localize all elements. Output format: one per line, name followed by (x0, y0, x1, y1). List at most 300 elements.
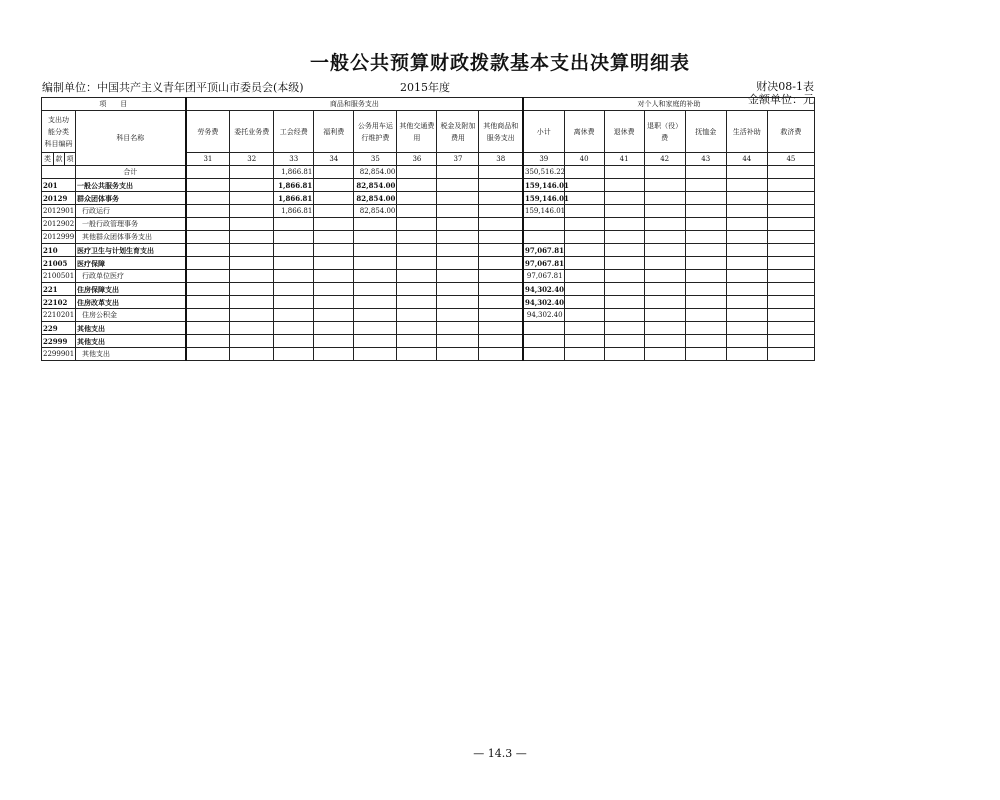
row-value (564, 348, 604, 361)
page-title: 一般公共预算财政拨款基本支出决算明细表 (309, 52, 690, 74)
row-value: 82,854.00 (354, 166, 397, 179)
row-value (644, 179, 685, 192)
row-value: 97,067.81 (525, 258, 564, 268)
expenditure-table (41, 97, 815, 361)
row-value (604, 322, 644, 335)
row-name: 住房公积金 (76, 309, 186, 322)
row-value (479, 348, 523, 361)
row-value (186, 205, 230, 218)
row-value (314, 244, 354, 257)
row-name: 医疗卫生与计划生育支出 (76, 244, 186, 257)
row-value (726, 192, 767, 205)
row-value (685, 270, 726, 283)
row-value (354, 296, 397, 309)
row-value (354, 270, 397, 283)
col-header: 福利费 (314, 111, 354, 153)
row-value (314, 218, 354, 231)
row-value (685, 231, 726, 244)
fiscal-year: 2015年度 (400, 81, 450, 94)
table-row (42, 231, 815, 244)
row-value (644, 309, 685, 322)
row-value (685, 244, 726, 257)
row-value (230, 296, 274, 309)
row-value: 159,146.01 (525, 180, 569, 190)
row-code: 2012901 (42, 205, 76, 218)
row-value: 97,067.81 (523, 270, 564, 283)
row-value (644, 218, 685, 231)
row-value (726, 179, 767, 192)
col-header: 退休费 (604, 111, 644, 153)
row-value (644, 166, 685, 179)
row-value (767, 322, 814, 335)
row-value (644, 322, 685, 335)
row-value (437, 218, 479, 231)
table-row (42, 270, 815, 283)
compiling-unit: 编制单位：中国共产主义青年团平顶山市委员会(本级) (42, 81, 304, 94)
col-header: 公务用车运行维护费 (354, 111, 397, 153)
row-name: 行政单位医疗 (76, 270, 186, 283)
row-name: 群众团体事务 (76, 192, 186, 205)
row-value (726, 205, 767, 218)
row-value (726, 257, 767, 270)
row-value (479, 322, 523, 335)
row-value (274, 309, 314, 322)
row-value (354, 348, 397, 361)
row-value (230, 179, 274, 192)
table-row (42, 309, 815, 322)
row-value (604, 179, 644, 192)
row-value (230, 231, 274, 244)
table-row (42, 296, 815, 309)
row-value (604, 257, 644, 270)
row-value (397, 179, 437, 192)
row-value (479, 231, 523, 244)
row-value (604, 166, 644, 179)
row-value (314, 309, 354, 322)
row-value (230, 244, 274, 257)
col-number: 35 (354, 153, 397, 166)
row-code: 221 (42, 283, 76, 296)
row-value (564, 244, 604, 257)
row-code: 2210201 (42, 309, 76, 322)
header-item: 项 目 (42, 98, 186, 111)
row-value (397, 166, 437, 179)
col-header: 救济费 (767, 111, 814, 153)
row-value (644, 192, 685, 205)
row-value (726, 218, 767, 231)
row-code: 229 (42, 322, 76, 335)
row-value (186, 231, 230, 244)
row-value: 94,302.40 (523, 309, 564, 322)
row-value (186, 166, 230, 179)
col-number: 45 (767, 153, 814, 166)
row-code: 21005 (42, 257, 76, 270)
row-name: 住房保障支出 (76, 283, 186, 296)
row-value (230, 205, 274, 218)
row-value (685, 218, 726, 231)
col-header: 抚恤金 (685, 111, 726, 153)
col-number: 33 (274, 153, 314, 166)
row-value (274, 244, 314, 257)
row-name: 其他支出 (76, 348, 186, 361)
col-header: 退职（役）费 (644, 111, 685, 153)
row-value (564, 166, 604, 179)
row-value (767, 192, 814, 205)
row-value (230, 322, 274, 335)
row-value (397, 218, 437, 231)
row-value (437, 179, 479, 192)
row-value (767, 257, 814, 270)
row-value (644, 205, 685, 218)
col-header: 委托业务费 (230, 111, 274, 153)
row-value (564, 270, 604, 283)
row-code: 2100501 (42, 270, 76, 283)
row-value (186, 296, 230, 309)
row-value (767, 205, 814, 218)
col-header: 生活补助 (726, 111, 767, 153)
header-name-label: 科目名称 (76, 111, 186, 166)
row-value: 97,067.81 (525, 245, 564, 255)
row-value (354, 257, 397, 270)
row-code (42, 166, 76, 179)
row-value (397, 322, 437, 335)
table-row (42, 335, 815, 348)
row-value: 82,854.00 (354, 205, 397, 218)
row-value (186, 244, 230, 257)
col-number: 31 (186, 153, 230, 166)
row-value (274, 218, 314, 231)
header-xiang: 项 (65, 153, 76, 166)
row-value (767, 335, 814, 348)
row-value (314, 192, 354, 205)
row-value (479, 257, 523, 270)
row-value (726, 231, 767, 244)
row-value (604, 270, 644, 283)
row-value (479, 244, 523, 257)
row-value: 1,866.81 (274, 192, 314, 205)
row-name: 其他支出 (76, 335, 186, 348)
row-value (767, 218, 814, 231)
row-value (397, 335, 437, 348)
row-value (523, 348, 564, 361)
row-value (604, 218, 644, 231)
row-value (685, 309, 726, 322)
row-value (644, 231, 685, 244)
col-header: 税金及附加费用 (437, 111, 479, 153)
row-value (523, 335, 564, 348)
row-name: 住房改革支出 (76, 296, 186, 309)
row-code: 2012902 (42, 218, 76, 231)
row-value (186, 192, 230, 205)
row-value: 82,854.00 (354, 192, 397, 205)
table-row (42, 283, 815, 296)
row-value (314, 296, 354, 309)
row-value (564, 283, 604, 296)
col-number: 36 (397, 153, 437, 166)
row-value (479, 283, 523, 296)
row-value (644, 244, 685, 257)
row-value (437, 231, 479, 244)
row-value (685, 179, 726, 192)
col-header: 其他商品和服务支出 (479, 111, 523, 153)
row-value (685, 335, 726, 348)
row-value (274, 296, 314, 309)
row-value (274, 322, 314, 335)
row-value (767, 231, 814, 244)
row-value (479, 192, 523, 205)
row-value (564, 192, 604, 205)
row-value (437, 348, 479, 361)
col-number: 32 (230, 153, 274, 166)
header-lei: 类 (42, 153, 54, 166)
row-value (604, 231, 644, 244)
row-code: 2012999 (42, 231, 76, 244)
money-unit: 金额单位：元 (748, 93, 814, 106)
row-value (604, 335, 644, 348)
row-value (685, 322, 726, 335)
row-value (564, 179, 604, 192)
row-value (644, 296, 685, 309)
row-value (685, 192, 726, 205)
row-value (644, 348, 685, 361)
row-value (644, 270, 685, 283)
row-value (354, 309, 397, 322)
row-value (274, 270, 314, 283)
row-value (397, 348, 437, 361)
row-value (726, 335, 767, 348)
row-value (479, 309, 523, 322)
row-value (644, 283, 685, 296)
row-value (726, 322, 767, 335)
row-value (397, 283, 437, 296)
col-number: 38 (479, 153, 523, 166)
row-value (397, 192, 437, 205)
row-value (767, 179, 814, 192)
table-row (42, 348, 815, 361)
row-value (186, 283, 230, 296)
row-value (479, 179, 523, 192)
row-value (726, 244, 767, 257)
row-value (354, 322, 397, 335)
row-value (230, 348, 274, 361)
row-value: 1,866.81 (274, 205, 314, 218)
row-value (274, 335, 314, 348)
row-name: 其他群众团体事务支出 (76, 231, 186, 244)
row-value (354, 283, 397, 296)
row-value (314, 257, 354, 270)
row-value (354, 231, 397, 244)
row-value (186, 335, 230, 348)
row-value (604, 205, 644, 218)
row-value (726, 309, 767, 322)
row-value: 94,302.40 (525, 284, 564, 294)
row-value (397, 296, 437, 309)
row-value (437, 296, 479, 309)
row-value (437, 270, 479, 283)
header-goods-group: 商品和服务支出 (186, 98, 523, 111)
col-number: 42 (644, 153, 685, 166)
row-value (604, 309, 644, 322)
col-number: 44 (726, 153, 767, 166)
row-value (767, 296, 814, 309)
row-value (604, 296, 644, 309)
row-value (767, 348, 814, 361)
row-value (230, 270, 274, 283)
row-value: 82,854.00 (354, 179, 397, 192)
col-number: 40 (564, 153, 604, 166)
row-value (604, 348, 644, 361)
row-value (437, 257, 479, 270)
row-value (230, 283, 274, 296)
row-value (314, 205, 354, 218)
header-personal-group: 对个人和家庭的补助 (523, 98, 814, 111)
row-value (186, 322, 230, 335)
row-value (726, 166, 767, 179)
row-value (230, 166, 274, 179)
row-value (685, 296, 726, 309)
table-row (42, 192, 815, 205)
row-value (479, 205, 523, 218)
row-value (186, 270, 230, 283)
row-value (479, 218, 523, 231)
row-value (314, 335, 354, 348)
row-value (767, 244, 814, 257)
row-value (274, 283, 314, 296)
row-name: 医疗保障 (76, 257, 186, 270)
col-header: 工会经费 (274, 111, 314, 153)
row-value (564, 335, 604, 348)
row-value (726, 296, 767, 309)
table-row (42, 205, 815, 218)
row-code: 210 (42, 244, 76, 257)
row-value: 94,302.40 (525, 297, 564, 307)
row-value (397, 205, 437, 218)
row-value (186, 309, 230, 322)
row-value (685, 257, 726, 270)
row-value (479, 296, 523, 309)
row-code: 22102 (42, 296, 76, 309)
row-name: 其他支出 (76, 322, 186, 335)
row-value (230, 335, 274, 348)
col-number: 37 (437, 153, 479, 166)
row-value (437, 309, 479, 322)
row-value (274, 231, 314, 244)
row-value (564, 205, 604, 218)
row-value (726, 348, 767, 361)
row-value (479, 166, 523, 179)
row-value (397, 309, 437, 322)
row-value (186, 348, 230, 361)
row-value (479, 335, 523, 348)
row-value (437, 283, 479, 296)
col-number: 43 (685, 153, 726, 166)
row-value (437, 166, 479, 179)
row-value (397, 244, 437, 257)
row-value (397, 270, 437, 283)
row-value (479, 270, 523, 283)
row-value (314, 270, 354, 283)
row-value (437, 244, 479, 257)
row-value (767, 309, 814, 322)
row-value (564, 309, 604, 322)
row-value (726, 283, 767, 296)
row-value (354, 218, 397, 231)
row-code: 2299901 (42, 348, 76, 361)
form-code: 财决08-1表 (756, 80, 814, 93)
row-value (523, 322, 564, 335)
row-name: 一般公共服务支出 (76, 179, 186, 192)
col-header: 劳务费 (186, 111, 230, 153)
row-value (186, 179, 230, 192)
row-value (230, 309, 274, 322)
row-code: 20129 (42, 192, 76, 205)
page-number: — 14.3 — (473, 747, 527, 760)
row-value: 1,866.81 (274, 179, 314, 192)
row-value (564, 257, 604, 270)
row-value (604, 244, 644, 257)
row-value (644, 257, 685, 270)
row-value (354, 244, 397, 257)
row-value (230, 257, 274, 270)
row-value (274, 257, 314, 270)
table-row (42, 257, 815, 270)
row-value (186, 257, 230, 270)
row-value (685, 205, 726, 218)
row-value: 350,516.22 (523, 166, 564, 179)
header-code-label: 支出功 能分类 科目编码 (42, 111, 76, 153)
row-value (437, 205, 479, 218)
table-row (42, 322, 815, 335)
row-value (437, 335, 479, 348)
col-header: 小计 (523, 111, 564, 153)
col-number: 41 (604, 153, 644, 166)
row-value (437, 192, 479, 205)
row-value (604, 192, 644, 205)
row-value (314, 283, 354, 296)
row-value (230, 218, 274, 231)
row-value (604, 283, 644, 296)
row-value (523, 218, 564, 231)
row-value (397, 257, 437, 270)
row-value (354, 335, 397, 348)
row-value: 1,866.81 (274, 166, 314, 179)
row-name: 行政运行 (76, 205, 186, 218)
col-number: 39 (523, 153, 564, 166)
row-value (767, 166, 814, 179)
row-code: 22999 (42, 335, 76, 348)
header-kuan: 款 (54, 153, 65, 166)
row-value (186, 218, 230, 231)
row-value (523, 231, 564, 244)
table-row (42, 218, 815, 231)
row-value (314, 322, 354, 335)
row-value (685, 348, 726, 361)
table-row (42, 166, 815, 179)
row-code: 201 (42, 179, 76, 192)
row-value (437, 322, 479, 335)
row-value (685, 166, 726, 179)
col-number: 34 (314, 153, 354, 166)
row-value (564, 218, 604, 231)
row-name: 合计 (76, 166, 186, 179)
row-value: 159,146.01 (525, 193, 569, 203)
row-value (314, 348, 354, 361)
row-value (564, 231, 604, 244)
row-value (564, 322, 604, 335)
col-header: 其他交通费用 (397, 111, 437, 153)
table-row (42, 244, 815, 257)
row-value (685, 283, 726, 296)
